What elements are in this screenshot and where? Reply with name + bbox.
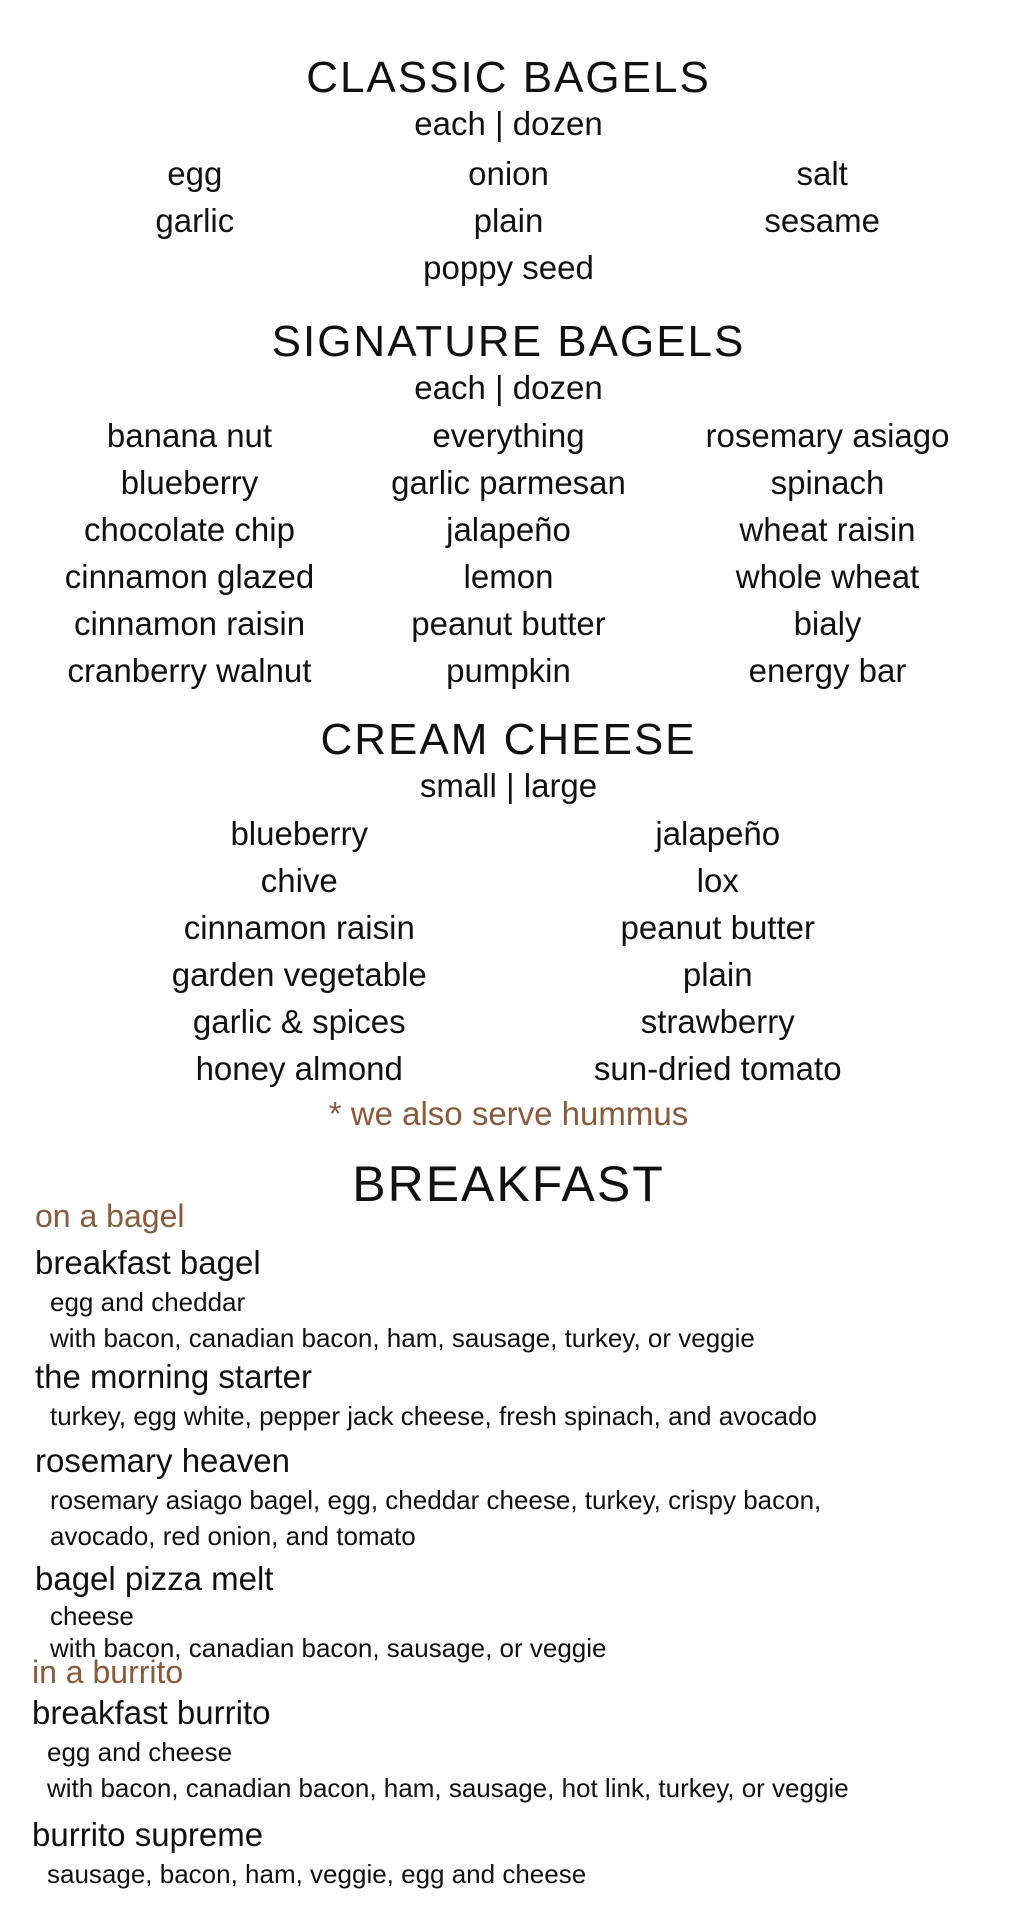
menu-item: honey almond <box>195 1050 403 1087</box>
signature-bagel-grid <box>30 412 987 694</box>
menu-item: whole wheat <box>735 558 920 595</box>
price-line: small | large <box>419 767 598 804</box>
menu-item: jalapeño <box>446 511 571 548</box>
section-title: CLASSIC BAGELS <box>306 53 711 102</box>
menu-item: jalapeño <box>655 815 781 852</box>
menu-item: cinnamon raisin <box>73 605 306 642</box>
item-desc: egg and cheese <box>47 1737 233 1767</box>
menu-item: garlic & spices <box>192 1003 406 1040</box>
subsection-label: in a burrito <box>32 1654 184 1690</box>
price-line: each | dozen <box>414 105 603 142</box>
item-name: bagel pizza melt <box>35 1560 274 1597</box>
item-desc: rosemary asiago bagel, egg, cheddar cheese, turkey, crispy bacon, <box>50 1485 822 1515</box>
classic-bagels-section <box>30 52 987 291</box>
hummus-note: * we also serve hummus <box>328 1095 689 1132</box>
menu-item: cinnamon raisin <box>183 909 415 946</box>
item-name: breakfast burrito <box>32 1694 271 1731</box>
item-name: rosemary heaven <box>35 1442 290 1479</box>
item-desc: egg and cheddar <box>50 1287 246 1317</box>
signature-bagels-section <box>30 316 987 694</box>
section-title: SIGNATURE BAGELS <box>271 317 746 366</box>
menu-item: sun-dried tomato <box>593 1050 842 1087</box>
menu-item: onion <box>468 155 549 192</box>
on-bagel-group <box>35 1196 995 1664</box>
cream-cheese-section <box>30 714 987 1136</box>
item-name: burrito supreme <box>32 1816 264 1853</box>
cream-cheese-grid <box>30 810 987 1092</box>
menu-item: cranberry walnut <box>67 652 312 689</box>
item-desc: with bacon, canadian bacon, sausage, or veggie <box>50 1633 607 1663</box>
menu-item: blueberry <box>230 815 369 852</box>
menu-item: peanut butter <box>620 909 815 946</box>
section-title: CREAM CHEESE <box>320 715 697 764</box>
in-burrito-group <box>32 1652 992 1892</box>
menu-item: cinnamon glazed <box>64 558 315 595</box>
item-desc: sausage, bacon, ham, veggie, egg and cheese <box>47 1859 587 1889</box>
menu-item: lox <box>696 862 739 899</box>
menu-item: salt <box>796 155 848 192</box>
classic-bagel-grid <box>30 150 987 244</box>
section-title: BREAKFAST <box>352 1156 665 1212</box>
item-name: breakfast bagel <box>35 1244 261 1281</box>
menu-item: egg <box>167 155 223 192</box>
menu-item: garlic <box>155 202 235 239</box>
menu-item: chocolate chip <box>84 511 295 548</box>
menu-item: garden vegetable <box>171 956 427 993</box>
menu-item: everything <box>432 417 585 454</box>
item-desc: avocado, red onion, and tomato <box>50 1521 416 1551</box>
item-desc: with bacon, canadian bacon, ham, sausage, turkey, or veggie <box>50 1323 755 1353</box>
price-line: each | dozen <box>414 369 603 406</box>
menu-item: rosemary asiago <box>705 417 950 454</box>
subsection-label: on a bagel <box>35 1198 185 1234</box>
menu-item: peanut butter <box>411 605 606 642</box>
menu-item: wheat raisin <box>739 511 916 548</box>
menu-item: sesame <box>764 202 880 239</box>
menu-item: poppy seed <box>423 249 594 286</box>
menu-item: plain <box>473 202 544 239</box>
menu-item: garlic parmesan <box>391 464 626 501</box>
menu-item: pumpkin <box>446 652 571 689</box>
menu-item: energy bar <box>748 652 907 689</box>
menu-item: bialy <box>793 605 862 642</box>
menu-item: lemon <box>463 558 554 595</box>
menu-item: spinach <box>770 464 885 501</box>
item-name: the morning starter <box>35 1358 312 1395</box>
item-desc: turkey, egg white, pepper jack cheese, fresh spinach, and avocado <box>50 1401 817 1431</box>
menu-item: banana nut <box>106 417 273 454</box>
menu-item: plain <box>682 956 753 993</box>
item-desc: with bacon, canadian bacon, ham, sausage, hot link, turkey, or veggie <box>47 1773 849 1803</box>
item-desc: cheese <box>50 1601 134 1631</box>
menu-item: chive <box>260 862 338 899</box>
menu-item: strawberry <box>640 1003 795 1040</box>
menu-item: blueberry <box>120 464 259 501</box>
